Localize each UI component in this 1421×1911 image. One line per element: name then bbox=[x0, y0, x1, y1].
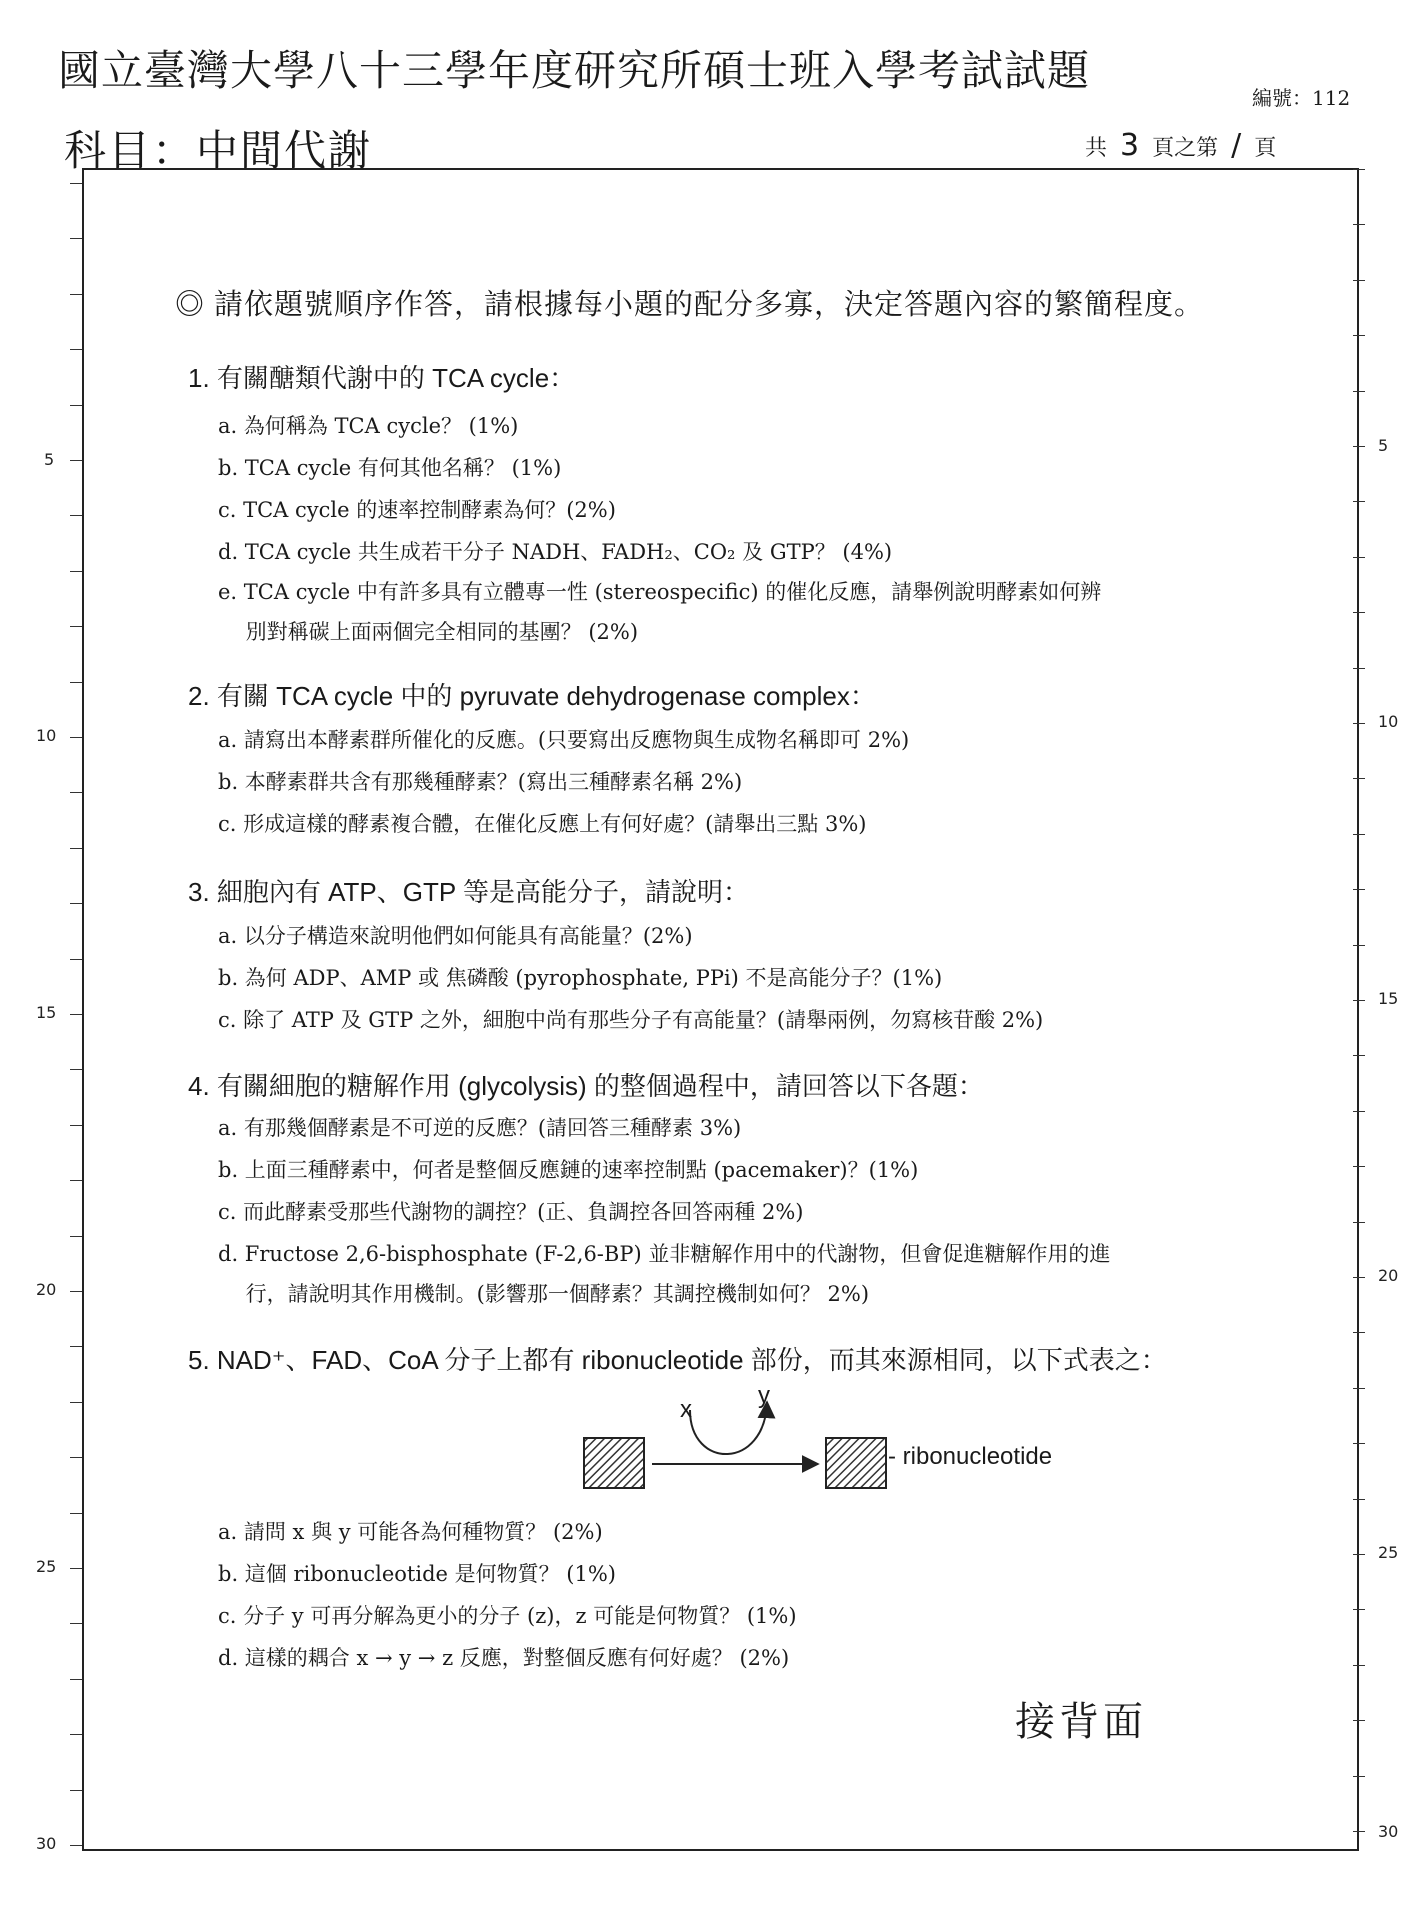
left-margin-tick bbox=[70, 460, 82, 461]
question-4-stem: 4. 有關細胞的糖解作用 (glycolysis) 的整個過程中，請回答以下各題： bbox=[188, 1071, 984, 1101]
right-margin-tick bbox=[1353, 1388, 1365, 1389]
right-line-number-25: 25 bbox=[1378, 1543, 1399, 1562]
right-margin-tick bbox=[1353, 1111, 1365, 1112]
left-margin-tick bbox=[70, 1291, 82, 1292]
left-margin-tick bbox=[70, 848, 82, 849]
right-line-number-20: 20 bbox=[1378, 1266, 1399, 1285]
question-1d: d. TCA cycle 共生成若干分子 NADH、FADH₂、CO₂ 及 GTP？ (4%) bbox=[218, 540, 893, 564]
question-3c: c. 除了 ATP 及 GTP 之外，細胞中尚有那些分子有高能量？(請舉兩例，勿寫核苷酸 2%) bbox=[218, 1008, 1044, 1032]
left-margin-tick bbox=[70, 1346, 82, 1347]
exam-title: 國立臺灣大學八十三學年度研究所碩士班入學考試試題 bbox=[58, 46, 1091, 95]
left-margin-tick bbox=[70, 294, 82, 295]
right-margin-tick bbox=[1353, 1554, 1365, 1555]
left-margin-tick bbox=[70, 1623, 82, 1624]
right-margin-tick bbox=[1353, 668, 1365, 669]
question-2-stem: 2. 有關 TCA cycle 中的 pyruvate dehydrogenase complex： bbox=[188, 681, 876, 711]
right-line-number-15: 15 bbox=[1378, 989, 1399, 1008]
right-margin-tick bbox=[1353, 889, 1365, 890]
question-4b: b. 上面三種酵素中，何者是整個反應鏈的速率控制點 (pacemaker)？(1%) bbox=[218, 1158, 919, 1182]
left-margin-tick bbox=[70, 1180, 82, 1181]
left-margin-tick bbox=[70, 183, 82, 184]
left-margin-tick bbox=[70, 626, 82, 627]
left-margin-tick bbox=[70, 571, 82, 572]
right-line-number-30: 30 bbox=[1378, 1822, 1399, 1841]
right-margin-tick bbox=[1353, 335, 1365, 336]
question-5d: d. 這樣的耦合 x → y → z 反應，對整個反應有何好處？ (2%) bbox=[218, 1646, 790, 1670]
exam-code: 編號：112 bbox=[1252, 86, 1351, 110]
right-margin-tick bbox=[1353, 391, 1365, 392]
left-margin-tick bbox=[70, 1513, 82, 1514]
right-margin-tick bbox=[1353, 501, 1365, 502]
right-margin-tick bbox=[1353, 778, 1365, 779]
substrate-box bbox=[584, 1438, 644, 1488]
left-margin-tick bbox=[70, 1679, 82, 1680]
left-margin-tick bbox=[70, 959, 82, 960]
left-line-number-20: 20 bbox=[36, 1280, 57, 1299]
left-margin-tick bbox=[70, 515, 82, 516]
label-y: y bbox=[758, 1382, 770, 1409]
pages-suffix: 頁 bbox=[1254, 136, 1277, 161]
right-margin-tick bbox=[1353, 1499, 1365, 1500]
right-margin-tick bbox=[1353, 1665, 1365, 1666]
right-margin-tick bbox=[1353, 1443, 1365, 1444]
right-margin-tick bbox=[1353, 280, 1365, 281]
pages-total: 3 bbox=[1120, 128, 1140, 163]
pages-current: / bbox=[1231, 128, 1242, 163]
left-line-number-25: 25 bbox=[36, 1557, 57, 1576]
label-x: x bbox=[680, 1396, 692, 1423]
right-margin-tick bbox=[1353, 446, 1365, 447]
right-margin-tick bbox=[1353, 169, 1365, 170]
right-line-number-5: 5 bbox=[1378, 436, 1389, 455]
question-3b: b. 為何 ADP、AMP 或 焦磷酸 (pyrophosphate, PPi) 不是高能分子？(1%) bbox=[218, 966, 943, 990]
question-5b: b. 這個 ribonucleotide 是何物質？ (1%) bbox=[218, 1562, 616, 1586]
right-margin-tick bbox=[1353, 834, 1365, 835]
question-5-stem: 5. NAD⁺、FAD、CoA 分子上都有 ribonucleotide 部份，而其來源相同，以下式表之： bbox=[188, 1345, 1167, 1375]
left-margin-tick bbox=[70, 1790, 82, 1791]
pages-mid: 頁之第 bbox=[1152, 136, 1219, 161]
question-3-stem: 3. 細胞內有 ATP、GTP 等是高能分子，請說明： bbox=[188, 877, 749, 907]
right-margin-tick bbox=[1353, 1609, 1365, 1610]
question-1e: e. TCA cycle 中有許多具有立體專一性 (stereospecific) 的催化反應，請舉例說明酵素如何辨 bbox=[218, 580, 1102, 604]
right-margin-tick bbox=[1353, 945, 1365, 946]
question-2b: b. 本酵素群共含有那幾種酵素？(寫出三種酵素名稱 2%) bbox=[218, 770, 743, 794]
right-margin-tick bbox=[1353, 612, 1365, 613]
question-4d: d. Fructose 2,6-bisphosphate (F-2,6-BP) 並非糖解作用中的代謝物，但會促進糖解作用的進 bbox=[218, 1242, 1111, 1266]
left-margin-tick bbox=[70, 1402, 82, 1403]
left-margin-tick bbox=[70, 1069, 82, 1070]
question-1c: c. TCA cycle 的速率控制酵素為何？(2%) bbox=[218, 498, 616, 522]
left-margin-tick bbox=[70, 238, 82, 239]
left-margin-tick bbox=[70, 737, 82, 738]
product-box bbox=[826, 1438, 886, 1488]
question-1e-cont: 別對稱碳上面兩個完全相同的基團？ (2%) bbox=[218, 620, 639, 644]
left-line-number-15: 15 bbox=[36, 1003, 57, 1022]
question-5c: c. 分子 y 可再分解為更小的分子 (z)，z 可能是何物質？ (1%) bbox=[218, 1604, 797, 1628]
right-line-number-10: 10 bbox=[1378, 712, 1399, 731]
right-margin-tick bbox=[1353, 557, 1365, 558]
left-margin-tick bbox=[70, 349, 82, 350]
left-margin-tick bbox=[70, 1568, 82, 1569]
right-margin-tick bbox=[1353, 1332, 1365, 1333]
left-margin-tick bbox=[70, 1845, 82, 1846]
right-margin-tick bbox=[1353, 1055, 1365, 1056]
question-4c: c. 而此酵素受那些代謝物的調控？(正、負調控各回答兩種 2%) bbox=[218, 1200, 804, 1224]
left-line-number-30: 30 bbox=[36, 1834, 57, 1853]
left-line-number-5: 5 bbox=[44, 450, 55, 469]
left-margin-tick bbox=[70, 792, 82, 793]
left-margin-tick bbox=[70, 1125, 82, 1126]
instruction: ◎ 請依題號順序作答，請根據每小題的配分多寡，決定答題內容的繁簡程度。 bbox=[175, 289, 1205, 321]
subject-line: 科目：中間代謝 bbox=[64, 126, 373, 175]
coupled-curve-arrow bbox=[690, 1402, 767, 1454]
left-margin-tick bbox=[70, 682, 82, 683]
page-indicator bbox=[1085, 128, 1276, 163]
left-margin-tick bbox=[70, 1014, 82, 1015]
label-ribonucleotide: - ribonucleotide bbox=[888, 1443, 1053, 1470]
right-margin-tick bbox=[1353, 224, 1365, 225]
question-4d-cont: 行，請說明其作用機制。(影響那一個酵素？其調控機制如何？ 2%) bbox=[218, 1282, 870, 1306]
left-margin-tick bbox=[70, 1457, 82, 1458]
left-line-number-10: 10 bbox=[36, 726, 57, 745]
question-2a: a. 請寫出本酵素群所催化的反應。(只要寫出反應物與生成物名稱即可 2%) bbox=[218, 728, 910, 752]
right-margin-tick bbox=[1353, 1277, 1365, 1278]
right-margin-tick bbox=[1353, 1000, 1365, 1001]
question-1b: b. TCA cycle 有何其他名稱？ (1%) bbox=[218, 456, 562, 480]
continue-on-back-note: 接背面 bbox=[1015, 1699, 1147, 1745]
right-margin-tick bbox=[1353, 1222, 1365, 1223]
question-4a: a. 有那幾個酵素是不可逆的反應？(請回答三種酵素 3%) bbox=[218, 1116, 742, 1140]
right-margin-tick bbox=[1353, 1776, 1365, 1777]
question-1a: a. 為何稱為 TCA cycle？ (1%) bbox=[218, 414, 519, 438]
pages-prefix: 共 bbox=[1085, 136, 1108, 161]
question-5a: a. 請問 x 與 y 可能各為何種物質？ (2%) bbox=[218, 1520, 603, 1544]
question-2c: c. 形成這樣的酵素複合體，在催化反應上有何好處？(請舉出三點 3%) bbox=[218, 812, 867, 836]
question-3a: a. 以分子構造來說明他們如何能具有高能量？(2%) bbox=[218, 924, 693, 948]
right-margin-tick bbox=[1353, 723, 1365, 724]
right-margin-tick bbox=[1353, 1166, 1365, 1167]
right-margin-tick bbox=[1353, 1831, 1365, 1832]
right-margin-tick bbox=[1353, 1720, 1365, 1721]
left-margin-tick bbox=[70, 903, 82, 904]
question-1-stem: 1. 有關醣類代謝中的 TCA cycle： bbox=[188, 363, 576, 393]
left-margin-tick bbox=[70, 1236, 82, 1237]
left-margin-tick bbox=[70, 1734, 82, 1735]
left-margin-tick bbox=[70, 405, 82, 406]
